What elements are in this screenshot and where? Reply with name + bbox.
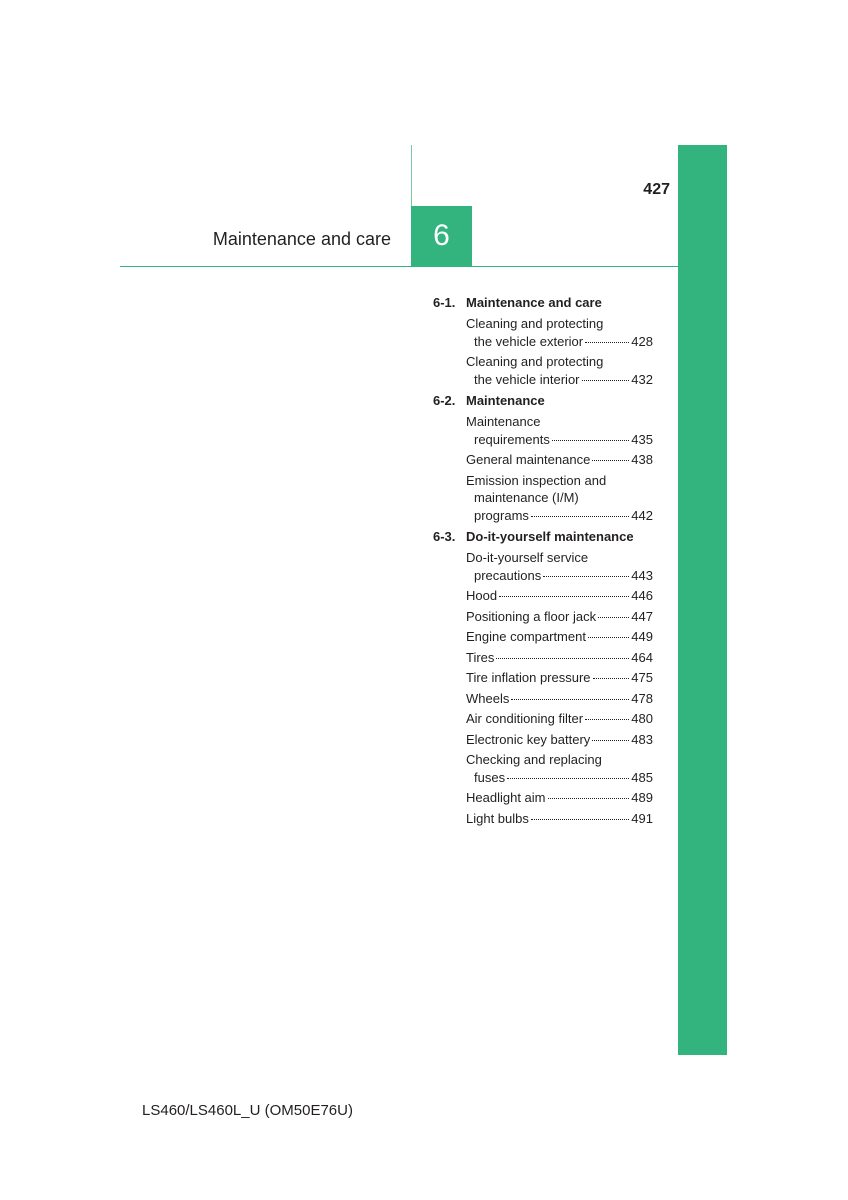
dot-leader	[592, 460, 629, 461]
chapter-title: Maintenance and care	[212, 229, 391, 249]
toc-entry-text: Cleaning and protecting	[466, 316, 604, 331]
toc-entry-text: Emission inspection and	[466, 472, 607, 488]
toc-entry-page: 435	[631, 431, 653, 447]
toc-entry-text: Maintenance	[466, 414, 541, 429]
toc-section-heading[interactable]	[433, 391, 653, 411]
toc-section-number: 6-1.	[433, 295, 456, 310]
dot-leader	[531, 516, 629, 517]
footer-model: LS460/LS460L_U (OM50E76U)	[142, 1102, 353, 1119]
toc-section-title: Do-it-yourself maintenance	[466, 529, 634, 544]
dot-leader	[585, 342, 629, 343]
toc-entry[interactable]	[466, 690, 653, 708]
toc-entry-text: Hood	[466, 588, 498, 603]
toc-entry-page: 449	[631, 629, 653, 644]
toc-entry-page: 447	[631, 608, 653, 624]
toc-section-number: 6-3.	[433, 529, 456, 544]
dot-leader	[543, 576, 629, 577]
toc-entry[interactable]	[466, 751, 653, 786]
toc-section	[433, 527, 653, 827]
header-divider-vertical	[411, 145, 412, 206]
toc-entry[interactable]	[466, 587, 653, 605]
toc-section-heading[interactable]	[433, 293, 653, 313]
toc-entry-page: 428	[631, 333, 653, 349]
dot-leader	[585, 719, 629, 720]
table-of-contents	[433, 293, 653, 830]
toc-entry[interactable]	[466, 649, 653, 667]
toc-entry-text: precautions	[474, 567, 542, 583]
toc-entry-text: Light bulbs	[466, 810, 529, 826]
toc-entry[interactable]	[466, 353, 653, 388]
dot-leader	[598, 617, 629, 618]
toc-entry[interactable]	[466, 789, 653, 807]
chapter-number-box	[411, 206, 472, 266]
toc-entry-page: 432	[631, 371, 653, 387]
toc-entry-text: maintenance (I/M)	[474, 490, 579, 505]
toc-entry-text: General maintenance	[466, 452, 591, 467]
toc-entry-page: 478	[631, 690, 653, 706]
toc-entry-text: programs	[474, 507, 529, 523]
toc-entry-page: 475	[631, 670, 653, 685]
toc-entry-text: Cleaning and protecting	[466, 354, 604, 369]
toc-entry-page: 483	[631, 731, 653, 747]
dot-leader	[499, 596, 629, 597]
toc-entry-text: requirements	[474, 431, 550, 447]
dot-leader	[582, 380, 630, 381]
toc-section-number: 6-2.	[433, 393, 456, 408]
toc-entry-text: the vehicle exterior	[474, 333, 584, 349]
page-number: 427	[643, 181, 670, 198]
toc-entry-text: Engine compartment	[466, 629, 586, 644]
toc-entry-page: 480	[631, 711, 653, 726]
toc-entry-text: Headlight aim	[466, 790, 546, 805]
toc-entry[interactable]	[466, 628, 653, 646]
dot-leader	[507, 778, 629, 779]
toc-entry[interactable]	[466, 669, 653, 687]
toc-section-heading[interactable]	[433, 527, 653, 547]
toc-entry-text: Checking and replacing	[466, 752, 602, 767]
toc-entry[interactable]	[466, 731, 653, 749]
dot-leader	[592, 740, 629, 741]
dot-leader	[496, 658, 629, 659]
toc-entry[interactable]	[466, 710, 653, 728]
toc-entry-page: 442	[631, 507, 653, 523]
toc-entry-text: Positioning a floor jack	[466, 608, 597, 624]
dot-leader	[588, 637, 629, 638]
toc-section	[433, 391, 653, 524]
toc-section-title: Maintenance	[466, 393, 545, 408]
toc-entry[interactable]	[466, 315, 653, 350]
dot-leader	[593, 678, 630, 679]
toc-entry-page: 438	[631, 452, 653, 467]
toc-entry-page: 464	[631, 649, 653, 665]
toc-entry[interactable]	[466, 413, 653, 448]
toc-entry-text: Wheels	[466, 690, 510, 706]
toc-entry-page: 489	[631, 790, 653, 805]
dot-leader	[531, 819, 629, 820]
chapter-side-tab	[678, 145, 727, 1055]
header-rule	[120, 266, 678, 267]
toc-entry[interactable]	[466, 472, 653, 525]
dot-leader	[511, 699, 629, 700]
toc-entry-page: 443	[631, 567, 653, 583]
toc-entry-page: 491	[631, 810, 653, 826]
toc-section-title: Maintenance and care	[466, 295, 602, 310]
dot-leader	[548, 798, 630, 799]
toc-entry-text: Tires	[466, 649, 495, 665]
toc-entry-page: 485	[631, 769, 653, 785]
toc-entry-text: fuses	[474, 769, 506, 785]
chapter-number: 6	[433, 219, 450, 252]
toc-entry-text: Air conditioning filter	[466, 711, 584, 726]
toc-entry-text: Tire inflation pressure	[466, 670, 591, 685]
toc-entry-text: the vehicle interior	[474, 371, 580, 387]
toc-entry-page: 446	[631, 588, 653, 603]
toc-entry-text: Electronic key battery	[466, 731, 591, 747]
toc-entry[interactable]	[466, 810, 653, 828]
toc-entry[interactable]	[466, 451, 653, 469]
dot-leader	[552, 440, 629, 441]
toc-entry[interactable]	[466, 608, 653, 626]
toc-entry[interactable]	[466, 549, 653, 584]
toc-section	[433, 293, 653, 388]
toc-entry-text: Do-it-yourself service	[466, 550, 589, 565]
